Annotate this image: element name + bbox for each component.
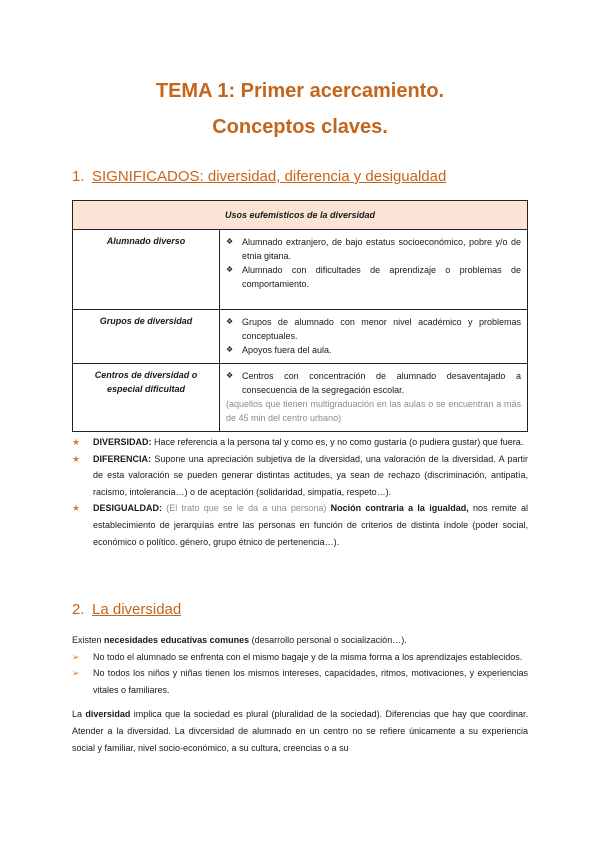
section1-title: SIGNIFICADOS: diversidad, diferencia y desigualdad <box>92 168 447 185</box>
list-item: ❖ Apoyos fuera del aula. <box>226 345 332 355</box>
table-row <box>73 230 528 310</box>
section2-heading <box>72 600 181 620</box>
page-title-line2: Conceptos claves. <box>212 116 388 138</box>
section2-intro: Existen necesidades educativas comunes (desarrollo personal o socialización…). <box>72 635 407 645</box>
diversity-paragraph: La diversidad implica que la sociedad es plural (pluralidad de la sociedad). Diferencias que hay que coordinar. Atender a la diversidad. La divcersidad de alumnado en un centro no se refiere únicamente a su experiencia social y familiar, nivel socio-económico, a su cultura, creencias o a su <box>72 709 528 753</box>
diamond-bullet-icon: ❖ <box>226 371 234 380</box>
definition-bold-text: Noción contraria a la igualdad, <box>330 503 469 514</box>
definition-diversidad <box>72 434 528 451</box>
star-bullet-icon: ★ <box>72 453 81 464</box>
list-item: ❖ Alumnado extranjero, de bajo estatus socioeconómico, pobre y/o de etnia gitana. <box>226 237 521 261</box>
row-label: Centros de diversidad o especial dificultad <box>73 364 220 432</box>
section2-number: 2. <box>72 601 85 618</box>
diamond-bullet-icon: ❖ <box>226 317 234 326</box>
row-content <box>220 230 528 310</box>
definition-desigualdad <box>72 500 528 550</box>
section2-title: La diversidad <box>92 601 182 618</box>
definition-term: DESIGUALDAD: <box>93 503 162 514</box>
row-label: Alumnado diverso <box>73 230 220 310</box>
section2-body <box>72 632 528 756</box>
diamond-bullet-icon: ❖ <box>226 265 234 274</box>
list-item: ❖ Grupos de alumnado con menor nivel académico y problemas conceptuales. <box>226 317 521 341</box>
row-label: Grupos de diversidad <box>73 310 220 364</box>
page-title-line1: TEMA 1: Primer acercamiento. <box>155 80 445 102</box>
list-item: ❖ Alumnado con dificultades de aprendizaje o problemas de comportamiento. <box>226 265 521 289</box>
definition-text: Supone una apreciación subjetiva de la diversidad, una valoración de la diversidad. A partir de esta valoración se pueden generar distintas actitudes, ya sean de rechazo (discriminación, antipatía, racismo, intolerancia…) o de aceptación (solidaridad, simpatía, respeto…). <box>93 453 528 497</box>
table-header: Usos eufemísticos de la diversidad <box>73 201 528 230</box>
list-item: ➢ No todo el alumnado se enfrenta con el mismo bagaje y de la misma forma a los aprendizajes establecidos. <box>72 649 528 666</box>
table-row <box>73 310 528 364</box>
definition-diferencia <box>72 451 528 501</box>
list-item: ❖ Centros con concentración de alumnado desaventajado a consecuencia de la segregación escolar. <box>226 371 521 395</box>
definition-term: DIVERSIDAD: <box>93 437 152 447</box>
diamond-bullet-icon: ❖ <box>226 237 234 246</box>
section1-number: 1. <box>72 168 85 185</box>
star-bullet-icon: ★ <box>72 437 81 447</box>
definition-text: nos remite al establecimiento de jerarquías entre las personas en función de criterios de distinta índole (poder social, económico o político. género, grupo étnico de pertenencia…). <box>93 503 528 547</box>
table-row <box>73 364 528 432</box>
star-bullet-icon: ★ <box>72 503 81 514</box>
definitions-list <box>72 434 528 550</box>
row-note: (aquellos que tienen multigraduación en las aulas o se encuentran a más de 45 min del centro urbano) <box>226 399 521 423</box>
definition-note: (El trato que se le da a una persona) <box>166 503 327 514</box>
row-content <box>220 364 528 432</box>
section1-heading <box>72 167 446 187</box>
row-content <box>220 310 528 364</box>
definition-term: DIFERENCIA: <box>93 453 151 464</box>
arrow-bullet-icon: ➢ <box>72 651 80 662</box>
list-item: ➢ No todos los niños y niñas tienen los mismos intereses, capacidades, ritmos, motivaciones, y experiencias vitales o familiares. <box>72 665 528 698</box>
arrow-bullet-icon: ➢ <box>72 668 80 679</box>
definition-text: Hace referencia a la persona tal y como es, y no como gustaría (o pudiera gustar) que fuera. <box>154 437 524 447</box>
euphemisms-table <box>72 200 528 432</box>
diamond-bullet-icon: ❖ <box>226 345 234 354</box>
